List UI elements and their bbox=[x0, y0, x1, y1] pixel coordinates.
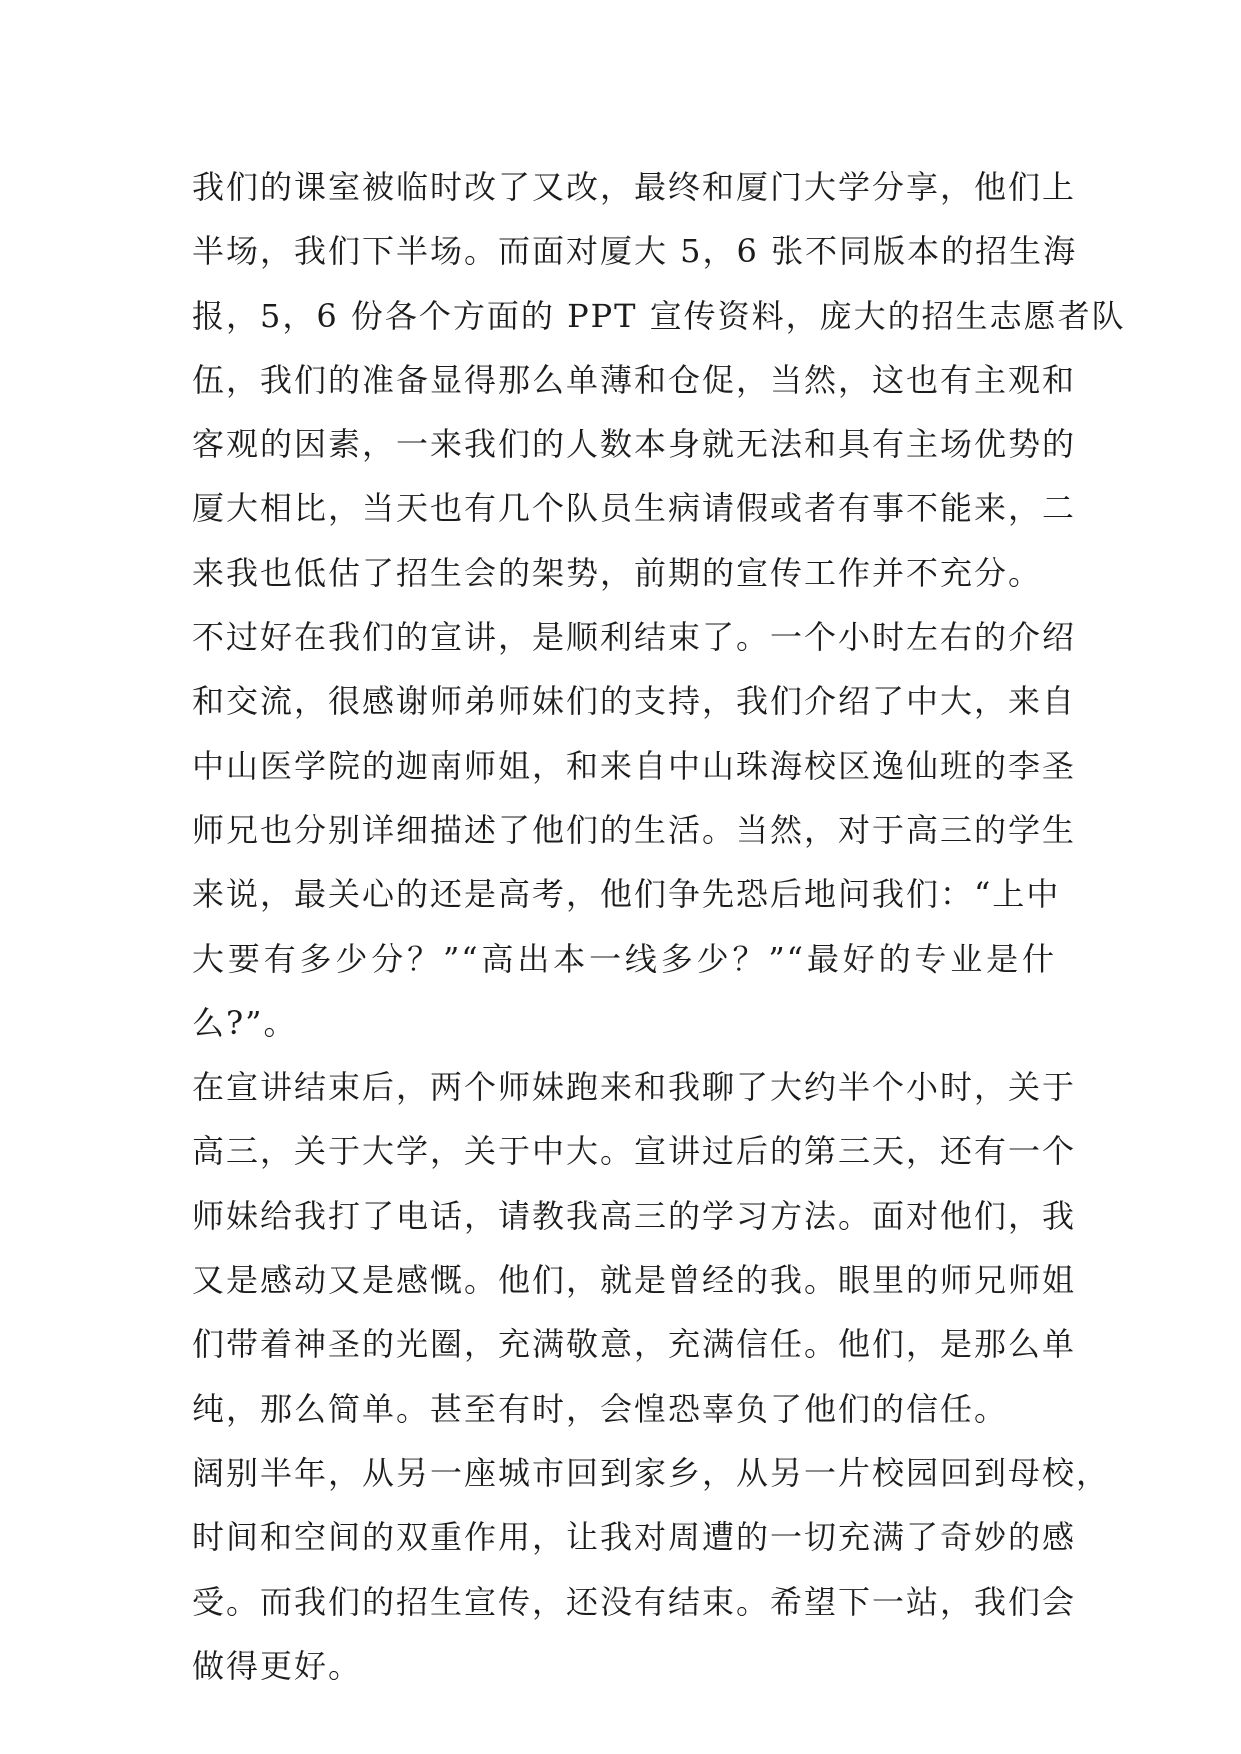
text-line: 来我也低估了招生会的架势，前期的宣传工作并不充分。 bbox=[192, 553, 1043, 592]
text-line: 和交流，很感谢师弟师妹们的支持，我们介绍了中大，来自 bbox=[192, 682, 1077, 721]
paragraph-3 bbox=[192, 1055, 1077, 1441]
text-line: 师兄也分别详细描述了他们的生活。当然，对于高三的学生 bbox=[192, 810, 1077, 849]
text-line: 厦大相比，当天也有几个队员生病请假或者有事不能来，二 bbox=[192, 489, 1077, 528]
text-line: 高三，关于大学，关于中大。宣讲过后的第三天，还有一个 bbox=[192, 1132, 1077, 1171]
text-line: 来说，最关心的还是高考，他们争先恐后地问我们：“上中 bbox=[192, 875, 1061, 914]
text-line: 报，5，6 份各个方面的 PPT 宣传资料，庞大的招生志愿者队 bbox=[192, 296, 1126, 335]
text-line: 师妹给我打了电话，请教我高三的学习方法。面对他们，我 bbox=[192, 1196, 1077, 1235]
text-line: 们带着神圣的光圈，充满敬意，充满信任。他们，是那么单 bbox=[192, 1325, 1077, 1364]
paragraph-1 bbox=[192, 155, 1126, 605]
paragraph-4 bbox=[192, 1441, 1111, 1698]
text-line: 又是感动又是感慨。他们，就是曾经的我。眼里的师兄师姐 bbox=[192, 1261, 1077, 1300]
text-line: 么?”。 bbox=[192, 1003, 298, 1042]
text-line: 中山医学院的迦南师姐，和来自中山珠海校区逸仙班的李圣 bbox=[192, 746, 1077, 785]
text-line: 半场，我们下半场。而面对厦大 5，6 张不同版本的招生海 bbox=[192, 232, 1078, 271]
text-line: 伍，我们的准备显得那么单薄和仓促，当然，这也有主观和 bbox=[192, 360, 1077, 399]
text-line: 阔别半年，从另一座城市回到家乡，从另一片校园回到母校， bbox=[192, 1453, 1111, 1492]
text-line: 不过好在我们的宣讲，是顺利结束了。一个小时左右的介绍 bbox=[192, 618, 1077, 657]
body-text bbox=[192, 155, 1126, 1698]
text-line: 在宣讲结束后，两个师妹跑来和我聊了大约半个小时，关于 bbox=[192, 1068, 1077, 1107]
text-line: 客观的因素，一来我们的人数本身就无法和具有主场优势的 bbox=[192, 425, 1077, 464]
text-line: 纯，那么简单。甚至有时，会惶恐辜负了他们的信任。 bbox=[192, 1389, 1009, 1428]
text-line: 时间和空间的双重作用，让我对周遭的一切充满了奇妙的感 bbox=[192, 1518, 1077, 1557]
text-line: 做得更好。 bbox=[192, 1646, 363, 1685]
text-line: 受。而我们的招生宣传，还没有结束。希望下一站，我们会 bbox=[192, 1582, 1077, 1621]
text-line: 大要有多少分？”“高出本一线多少？”“最好的专业是什 bbox=[192, 939, 1056, 978]
text-line: 我们的课室被临时改了又改，最终和厦门大学分享，他们上 bbox=[192, 168, 1077, 206]
paragraph-2 bbox=[192, 605, 1077, 1055]
